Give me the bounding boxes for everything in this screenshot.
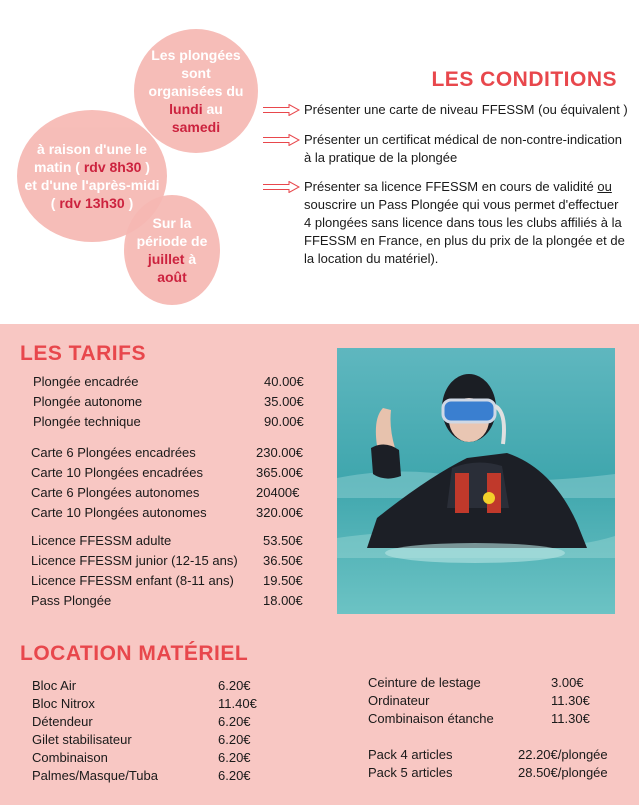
- bubble-text: sont: [181, 65, 211, 81]
- tarif-price: 40.00€: [264, 374, 304, 389]
- tarif-price: 230.00€: [256, 445, 303, 460]
- location-price: 6.20€: [218, 714, 251, 729]
- tarif-price: 35.00€: [264, 394, 304, 409]
- tarif-name: Licence FFESSM junior (12-15 ans): [31, 553, 238, 568]
- location-price: 11.40€: [218, 696, 257, 711]
- bubble-text: ): [128, 195, 134, 211]
- condition-text: Présenter un certificat médical de non-contre-indication à la pratique de la plongée: [304, 132, 622, 165]
- tarif-name: Carte 6 Plongées autonomes: [31, 485, 200, 500]
- location-name: Gilet stabilisateur: [32, 732, 132, 747]
- pack-price: 22.20€/plongée: [518, 747, 608, 762]
- arrow-right-icon: [262, 134, 300, 146]
- bubble-text: matin (: [34, 159, 80, 175]
- arrow-right-icon: [262, 181, 300, 193]
- location-name: Bloc Air: [32, 678, 77, 693]
- tarif-name: Licence FFESSM adulte: [31, 533, 172, 548]
- diver-photo: [337, 348, 615, 614]
- condition-underlined: ou: [597, 179, 612, 194]
- bubble-highlight: août: [157, 269, 187, 285]
- location-name: Combinaison étanche: [368, 711, 494, 726]
- location-price: 6.20€: [218, 678, 251, 693]
- tarif-name: Carte 10 Plongées autonomes: [31, 505, 207, 520]
- condition-item: [262, 101, 628, 119]
- condition-item: [262, 131, 628, 167]
- tarif-name: Carte 6 Plongées encadrées: [31, 445, 196, 460]
- bubble-text: à: [188, 251, 197, 267]
- tarif-name: Carte 10 Plongées encadrées: [31, 465, 204, 480]
- tarif-name: Plongée encadrée: [33, 374, 139, 389]
- bubble-text: ): [145, 159, 150, 175]
- location-price: 11.30€: [551, 693, 590, 708]
- pack-name: Pack 4 articles: [368, 747, 453, 762]
- location-name: Bloc Nitrox: [32, 696, 95, 711]
- tarif-name: Plongée autonome: [33, 394, 143, 409]
- location-name: Détendeur: [32, 714, 93, 729]
- bubble-text: au: [206, 101, 223, 117]
- location-name: Combinaison: [32, 750, 108, 765]
- location-price: 6.20€: [218, 732, 251, 747]
- tarif-name: Pass Plongée: [31, 593, 112, 608]
- bubble-highlight: rdv 8h30: [83, 159, 142, 175]
- condition-text: [304, 178, 628, 268]
- location-price: 6.20€: [218, 750, 251, 765]
- location-title: LOCATION MATÉRIEL: [20, 642, 249, 665]
- condition-text: Présenter une carte de niveau FFESSM (ou équivalent ): [304, 102, 628, 117]
- tarif-price: 53.50€: [263, 533, 303, 548]
- tarifs-title: LES TARIFS: [20, 342, 146, 365]
- condition-text-part: souscrire un Pass Plongée qui vous permet d'effectuer 4 plongées sans licence dans tous les clubs affiliés à la FFESSM en France, en plus du prix de la plongée et de la location du matériel).: [304, 197, 625, 266]
- tarif-price: 18.00€: [263, 593, 303, 608]
- location-name: Ceinture de lestage: [368, 675, 481, 690]
- tarif-price: 36.50€: [263, 553, 303, 568]
- pack-name: Pack 5 articles: [368, 765, 453, 780]
- conditions-title: LES CONDITIONS: [431, 68, 617, 91]
- arrow-right-icon: [262, 104, 300, 116]
- tarif-price: 19.50€: [263, 573, 303, 588]
- location-name: Palmes/Masque/Tuba: [32, 768, 158, 783]
- location-price: 6.20€: [218, 768, 251, 783]
- tarif-price: 20400€: [256, 485, 300, 500]
- bubble-text: organisées du: [148, 83, 244, 99]
- location-price: 11.30€: [551, 711, 590, 726]
- tarif-name: Licence FFESSM enfant (8-11 ans): [31, 573, 234, 588]
- bubble-text: Sur la: [152, 215, 192, 231]
- bubble-days: [134, 29, 258, 153]
- condition-text-part: Présenter sa licence FFESSM en cours de validité: [304, 179, 598, 194]
- pack-price: 28.50€/plongée: [518, 765, 608, 780]
- location-name: Ordinateur: [368, 693, 430, 708]
- bubble-text: période de: [136, 233, 208, 249]
- bubble-text: à raison d'une le: [37, 141, 147, 157]
- bubble-text: (: [50, 195, 56, 211]
- tarif-price: 90.00€: [264, 414, 304, 429]
- tarif-price: 320.00€: [256, 505, 303, 520]
- condition-item: [262, 178, 628, 268]
- bubble-highlight: lundi: [169, 101, 203, 117]
- tarif-price: 365.00€: [256, 465, 303, 480]
- bubble-period: [124, 195, 220, 305]
- bubble-highlight: juillet: [147, 251, 185, 267]
- bubble-highlight: rdv 13h30: [59, 195, 125, 211]
- bubble-text: et d'une l'après-midi: [24, 177, 160, 193]
- location-price: 3.00€: [551, 675, 584, 690]
- bubble-text: Les plongées: [151, 47, 241, 63]
- tarif-name: Plongée technique: [33, 414, 141, 429]
- bubble-highlight: samedi: [171, 119, 221, 135]
